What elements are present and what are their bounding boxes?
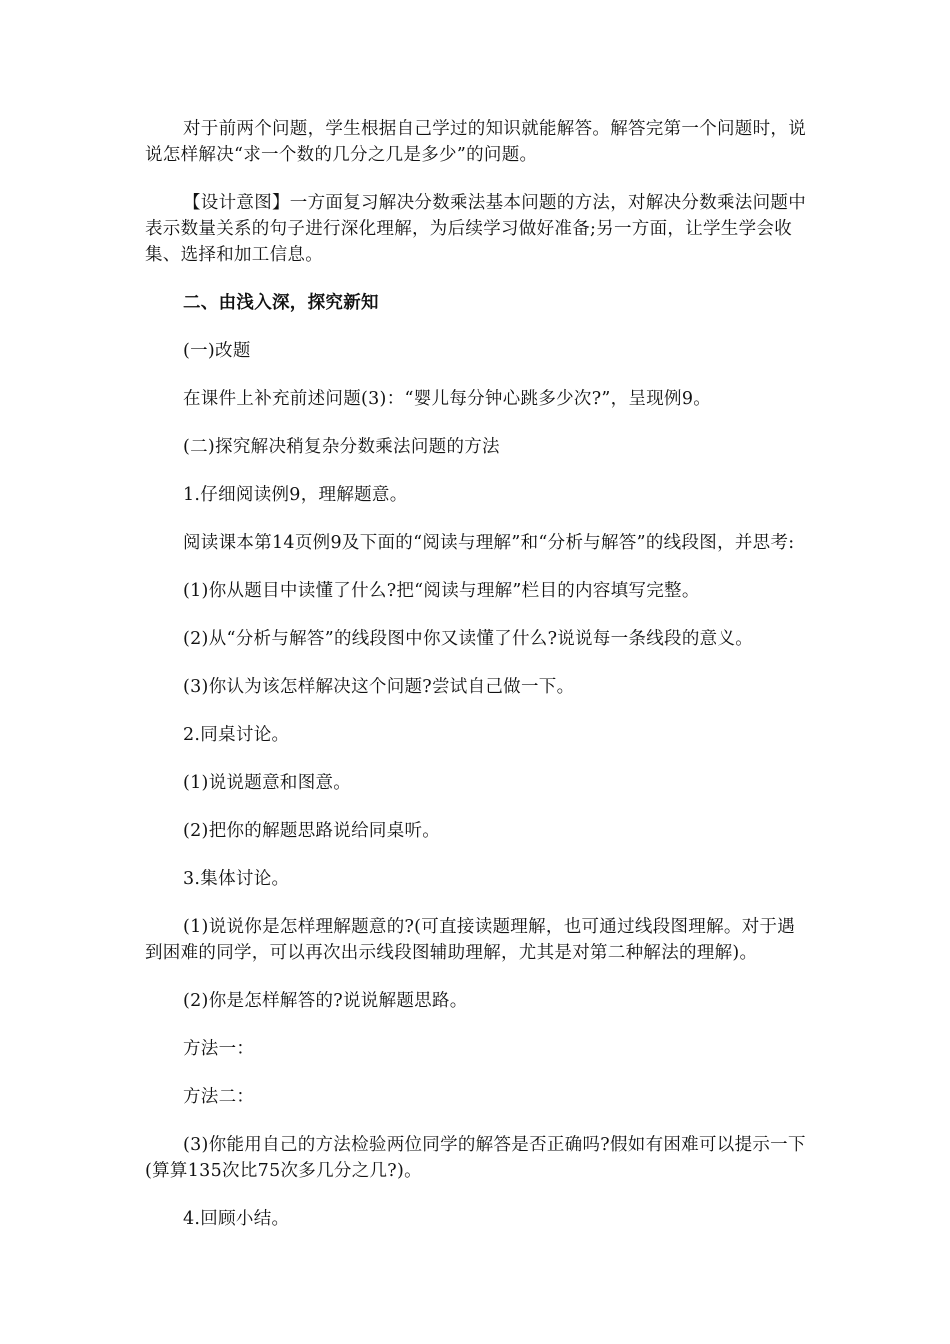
subheading-explore-method: (二)探究解决稍复杂分数乘法问题的方法 (183, 437, 500, 457)
question-1: (1)你从题目中读懂了什么?把“阅读与理解”栏目的内容填写完整。 (183, 581, 700, 601)
group-item-2: (2)你是怎样解答的?说说解题思路。 (183, 991, 468, 1011)
group-item-3: (3)你能用自己的方法检验两位同学的解答是否正确吗?假如有困难可以提示一下(算算135次比75次多几分之几?)。 (145, 1135, 806, 1181)
step-desk-discussion: 2.同桌讨论。 (183, 725, 290, 745)
step-group-discussion: 3.集体讨论。 (183, 869, 290, 889)
section-heading: 二、由浅入深，探究新知 (183, 293, 379, 313)
paragraph-intro: 对于前两个问题，学生根据自己学过的知识就能解答。解答完第一个问题时，说说怎样解决“求一个数的几分之几是多少”的问题。 (145, 119, 806, 165)
document-body (145, 116, 810, 1254)
step-read-example: 1.仔细阅读例9，理解题意。 (183, 485, 408, 505)
subheading-modify-question: (一)改题 (183, 341, 251, 361)
step-review-summary: 4.回顾小结。 (183, 1209, 290, 1229)
paragraph-supplement: 在课件上补充前述问题(3)：“婴儿每分钟心跳多少次?”，呈现例9。 (183, 389, 712, 409)
paragraph-read-textbook: 阅读课本第14页例9及下面的“阅读与理解”和“分析与解答”的线段图，并思考: (183, 533, 795, 553)
discussion-item-2: (2)把你的解题思路说给同桌听。 (183, 821, 441, 841)
method-one: 方法一： (183, 1039, 255, 1059)
group-item-1: (1)说说你是怎样理解题意的?(可直接读题理解，也可通过线段图理解。对于遇到困难的同学，可以再次出示线段图辅助理解，尤其是对第二种解法的理解)。 (145, 917, 796, 963)
question-2: (2)从“分析与解答”的线段图中你又读懂了什么?说说每一条线段的意义。 (183, 629, 754, 649)
paragraph-design-intent: 【设计意图】一方面复习解决分数乘法基本问题的方法，对解决分数乘法问题中表示数量关系的句子进行深化理解，为后续学习做好准备;另一方面，让学生学会收集、选择和加工信息。 (145, 193, 806, 265)
method-two: 方法二： (183, 1087, 255, 1107)
question-3: (3)你认为该怎样解决这个问题?尝试自己做一下。 (183, 677, 575, 697)
discussion-item-1: (1)说说题意和图意。 (183, 773, 352, 793)
